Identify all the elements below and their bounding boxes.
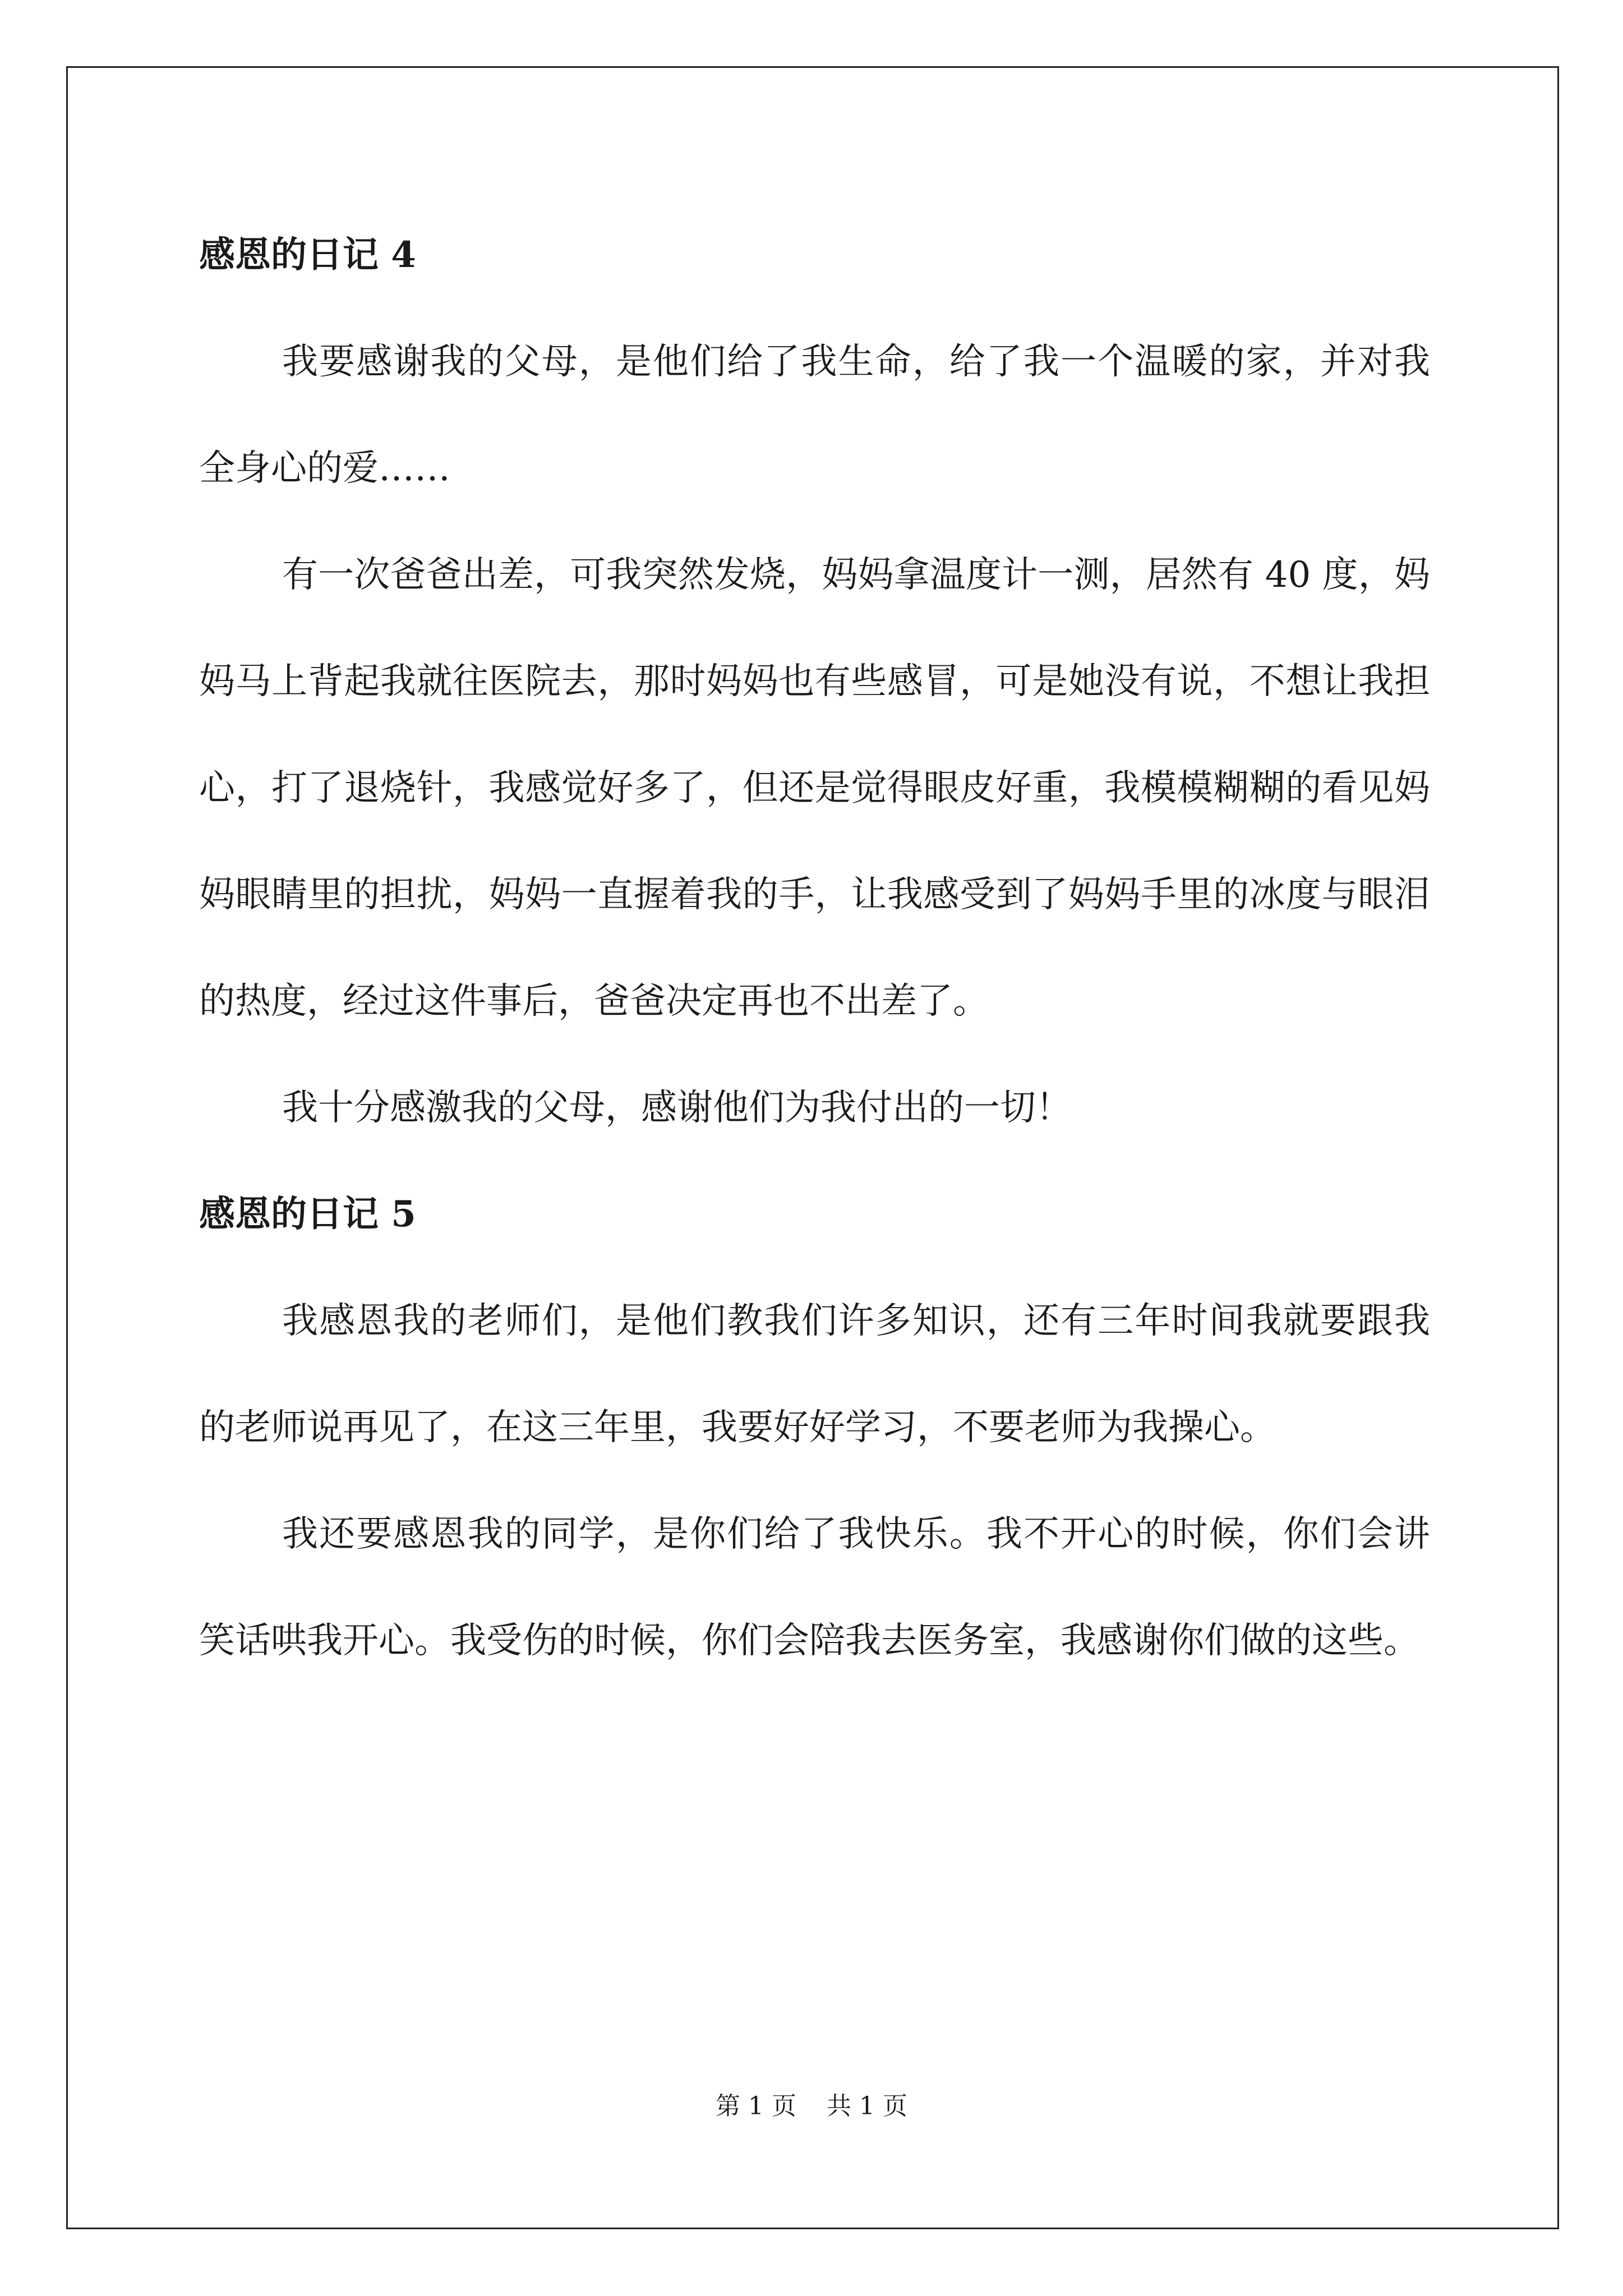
document-body (199, 202, 1430, 1694)
paragraph: 我感恩我的老师们，是他们教我们许多知识，还有三年时间我就要跟我的老师说再见了，在这三年里，我要好好学习，不要老师为我操心。 (199, 1300, 1430, 1448)
page-footer (0, 2090, 1623, 2123)
paragraph: 我还要感恩我的同学，是你们给了我快乐。我不开心的时候，你们会讲笑话哄我开心。我受伤的时候，你们会陪我去医务室，我感谢你们做的这些。 (199, 1513, 1430, 1662)
section-heading-5: 感恩的日记 5 (199, 1193, 416, 1235)
paragraph: 我十分感激我的父母，感谢他们为我付出的一切！ (282, 1087, 1072, 1129)
page-total: 共 1 页 (827, 2092, 907, 2120)
paragraph: 我要感谢我的父母，是他们给了我生命，给了我一个温暖的家，并对我全身心的爱…… (199, 341, 1430, 489)
paragraph: 有一次爸爸出差，可我突然发烧，妈妈拿温度计一测，居然有 40 度，妈妈马上背起我就往医院去，那时妈妈也有些感冒，可是她没有说，不想让我担心，打了退烧针，我感觉好多了，但还是觉得眼皮好重，我模模糊糊的看见妈妈眼睛里的担扰，妈妈一直握着我的手，让我感受到了妈妈手里的冰度与眼泪的热度，经过这件事后，爸爸决定再也不出差了。 (199, 554, 1430, 1022)
page-number: 第 1 页 (716, 2092, 796, 2120)
section-heading-4: 感恩的日记 4 (199, 234, 416, 276)
